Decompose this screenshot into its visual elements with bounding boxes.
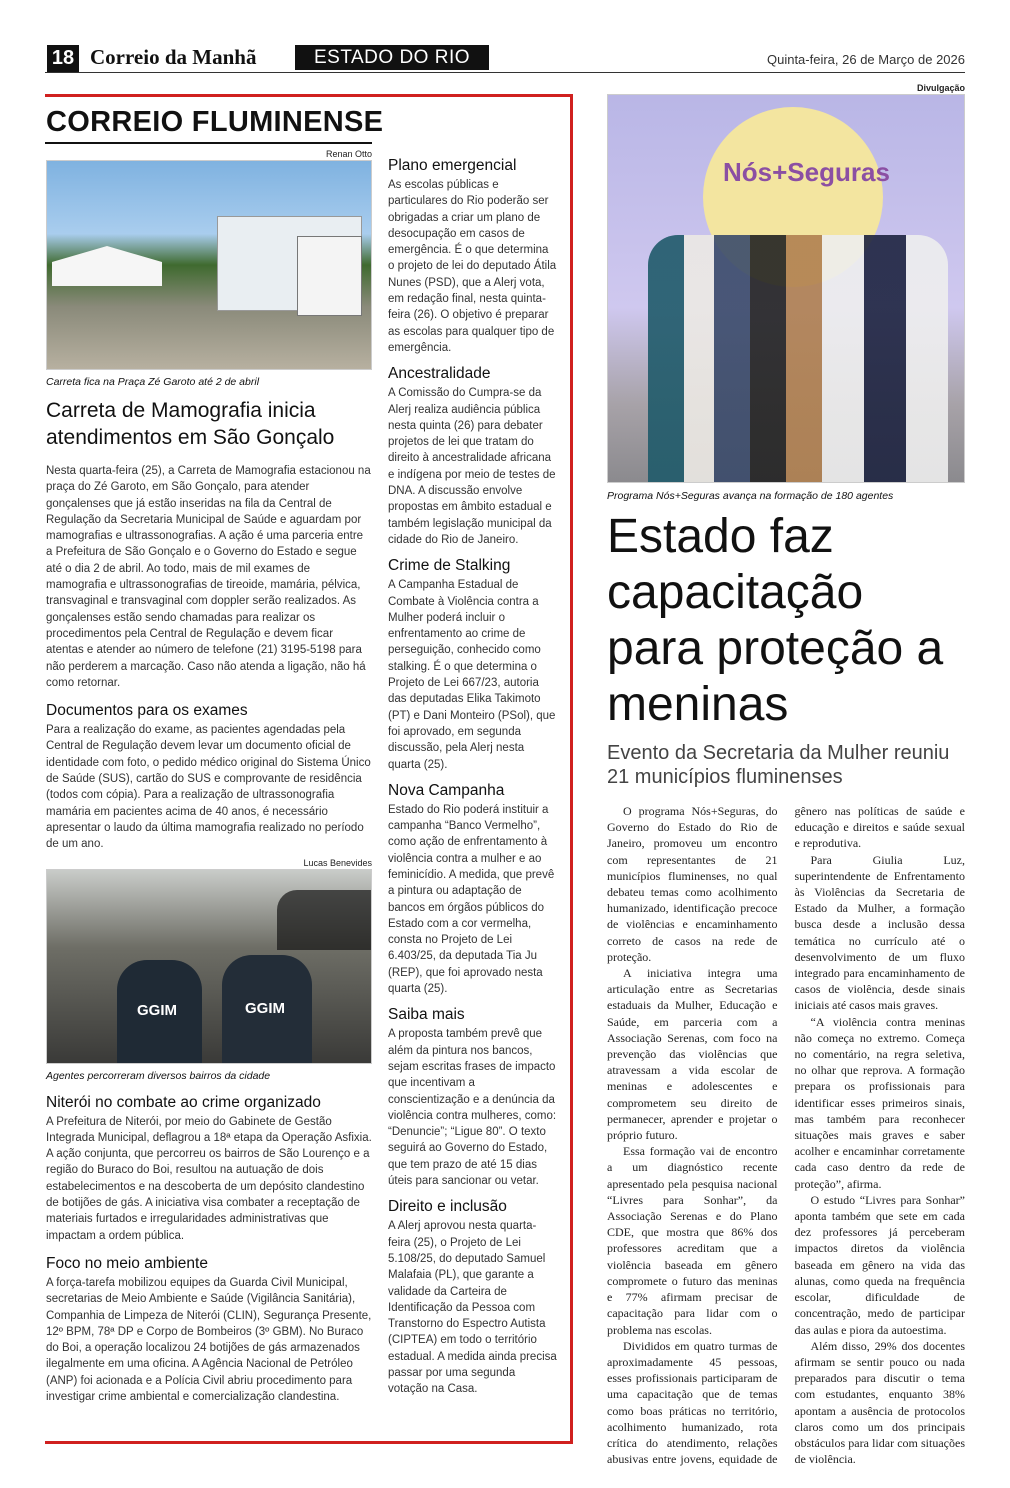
brief-title: Ancestralidade [388, 365, 491, 383]
mammography-truck-photo [46, 160, 372, 370]
brief-text: A Comissão do Cumpra-se da Alerj realiza audiência pública nesta quinta (26) para debater projetos de lei que tratam do direito à ancestralidade africana e indígena por meio de testes de DNA. A discussão envolve propostas em âmbito estadual e também legislação municipal da cidade do Rio de Janeiro. [388, 387, 556, 546]
red-frame-top [45, 94, 573, 97]
paragraph: O programa Nós+Seguras, do Governo do Estado do Rio de Janeiro, promoveu um encontro com representantes de 21 municípios fluminenses, no qual debateu temas como acolhimento humanizado, identificação precoce de violências e encaminhamento correto de casos na rede de proteção. [607, 804, 778, 964]
issue-date: Quinta-feira, 26 de Março de 2026 [766, 52, 965, 67]
article-body: Para a realização do exame, as pacientes agendadas pela Central de Regulação devem levar um documento oficial de identidade com foto, o pedido médico original do Sistema Único de Saúde (SUS), cartão do SUS e comprovante de residência (todos com cópia). Para a realização de ultrassonografia mamária em pacientes acima de 40 anos, é necessário apresentar o laudo da última mamografia realizado no período de um ano. [46, 724, 371, 851]
red-frame-right [570, 94, 573, 1444]
article-body: A força-tarefa mobilizou equipes da Guarda Civil Municipal, secretarias de Meio Ambiente e Saúde (Vigilância Sanitária), Companhia de Limpeza de Niterói (CLIN), Segurança Presente, 12º BPM, 78ª DP e Corpo de Bombeiros (3º GBM). No Buraco do Boi, a operação localizou 24 botijões de gás armazenados ilegalmente em uma oficina. A Agência Nacional de Petróleo (ANP) foi acionada e a Polícia Civil abriu procedimento para investigar crime ambiental e comercialização clandestina. [46, 1276, 372, 1403]
subheading: Niterói no combate ao crime organizado [46, 1093, 321, 1111]
page-number: 18 [47, 45, 79, 72]
paragraph: O estudo “Livres para Sonhar” aponta também que sete em cada dez professores já perceberam impactos diretos da violência baseada em gênero na vida das alunas, como queda na frequência escolar, dificuldade de concentração, medo de participar das aulas e piora da autoestima. [794, 1192, 965, 1337]
ggim-badge: GGIM [137, 1001, 177, 1019]
brief [388, 156, 558, 356]
article-body: Nesta quarta-feira (25), a Carreta de Mamografia estacionou na praça do Zé Garoto, em São Gonçalo, para atender gonçalenses que já estão inseridas na fila da Central de Regulação da Secretaria Municipal de Saúde e aguardam por mamografias e ultrassonografias. A ação é uma parceria entre a Prefeitura de São Gonçalo e o Governo do Estado e segue até o dia 2 de abril. Ao todo, mais de mil exames de mamografia e ultrassonografias de tireoide, mamária, pélvica, transvaginal e transvaginal com doppler serão realizados. As gonçalenses estão sendo chamadas para realizar os procedimentos pela Central de Regulação e devem ficar atentas e atender ao número de telefone (21) 3195-5198 para não perderem a marcação. Caso não atenda a ligação, não há como retornar. [46, 465, 371, 689]
section-label: ESTADO DO RIO [295, 45, 489, 70]
brief-title: Plano emergencial [388, 157, 517, 174]
nos-seguras-event-photo [607, 94, 965, 483]
brief-title: Nova Campanha [388, 781, 505, 799]
banner-logo: Nós+Seguras [723, 157, 890, 187]
brief-text: A Alerj aprovou nesta quarta-feira (25), o Projeto de Lei 5.108/25, do deputado Samuel Malafaia (PL), que garante a validade da Carteira de Identificação da Pessoa com Transtorno do Espectro Autista (CIPTEA) em todo o território estadual. A medida ainda precisa passar por uma segunda votação na Casa. [388, 1220, 557, 1396]
article-body [607, 803, 965, 1467]
brief [388, 1005, 558, 1189]
brief [388, 1197, 558, 1397]
photo-caption: Programa Nós+Seguras avança na formação de 180 agentes [607, 490, 894, 502]
article-headline: Estado faz capacitação para proteção a meninas [607, 510, 944, 731]
subheading: Foco no meio ambiente [46, 1254, 208, 1272]
article-body: A Prefeitura de Niterói, por meio do Gabinete de Gestão Integrada Municipal, deflagrou a 18ª etapa da Operação Asfixia. A ação conjunta, que percorreu os bairros de São Lourenço e a região do Buraco do Boi, resultou na autuação de dois estabelecimentos e na descoberta de um depósito clandestino de botijões de gás. A iniciativa visa combater a receptação de materiais furtados e irregularidades administrativas que impactam a ordem pública. [46, 1115, 372, 1242]
brief [388, 781, 558, 998]
photo-credit: Divulgação [916, 83, 965, 93]
photo-caption: Agentes percorreram diversos bairros da cidade [46, 1069, 271, 1082]
ggim-agents-photo [46, 869, 372, 1064]
brief-text: A proposta também prevê que além da pintura nos bancos, sejam escritas frases de impacto que incentivam a conscientização e a denúncia da violência contra mulheres, como: “Denuncie”; “Ligue 80”. O texto seguirá ao Governo do Estado, que tem prazo de até 15 dias úteis para sancionar ou vetar. [388, 1028, 557, 1188]
ggim-badge: GGIM [245, 999, 285, 1017]
column-title-underline [45, 142, 372, 144]
paragraph: “A violência contra meninas não começa no extremo. Começa no comentário, na regra seletiva, no olhar que reprova. A formação prepara os profissionais para identificar esses primeiros sinais, mas também para reconhecer situações mais graves e saber acolher e encaminhar corretamente cada caso dentro da rede de proteção”, afirma. [794, 1014, 965, 1191]
article-headline: Carreta de Mamografia inicia atendimentos em São Gonçalo [46, 399, 335, 449]
column-title: CORREIO FLUMINENSE [46, 106, 384, 138]
brief-title: Direito e inclusão [388, 1198, 507, 1216]
paragraph: Divididos em quatro turmas de aproximadamente 45 pessoas, esses profissionais participaram de uma capacitação que de temas como boas práticas no território, acolhimento humanizado, rota crítica do atendimento, relações abusivas entre jovens, equidade de gênero nas políticas de saúde e educação e direitos e saúde sexual e reprodutiva. [607, 804, 965, 1467]
brief-title: Crime de Stalking [388, 557, 511, 575]
news-briefs [388, 156, 558, 1398]
brief-text: As escolas públicas e particulares do Rio poderão ser obrigadas a criar um plano de desocupação em casos de emergência. É o que determina o projeto de lei do deputado Átila Nunes (PSD), que a Alerj vota, em redação final, nesta quinta-feira (26). O objetivo é preparar as escolas para qualquer tipo de emergência. [388, 179, 557, 354]
paragraph: A iniciativa integra uma articulação entre as Secretarias estaduais da Mulher, Educação e Saúde, em parceria com a Associação Serenas, com foco na prevenção das violências que atravessam a vida escolar de meninas e adolescentes e comprometem seu direito de permanecer, aprender e projetar o próprio futuro. [607, 966, 778, 1143]
brief-text: A Campanha Estadual de Combate à Violência contra a Mulher poderá incluir o enfrentamento ao crime de perseguição, conhecido como stalking. É o que determina o Projeto de Lei 667/23, autoria das deputadas Elika Takimoto (PT) e Dani Monteiro (PSol), que foi aprovado, em segunda discussão, pela Alerj nesta quarta (25). [388, 579, 556, 771]
left-column [46, 148, 372, 1405]
article-subtitle: Evento da Secretaria da Mulher reuniu 21 municípios fluminenses [607, 742, 950, 788]
brief [388, 364, 558, 548]
photo-credit: Lucas Benevides [303, 857, 372, 868]
brief [388, 556, 558, 773]
brief-text: Estado do Rio poderá instituir a campanha “Banco Vermelho”, como ação de enfrentamento à violência contra a mulher e ao feminicídio. A medida, que prevê a pintura ou adaptação de bancos em órgãos públicos do Estado com a cor vermelha, consta no Projeto de Lei 6.403/25, da deputada Tia Ju (REP), que foi aprovado nesta quarta (25). [388, 803, 555, 996]
photo-caption: Carreta fica na Praça Zé Garoto até 2 de abril [46, 376, 260, 388]
paragraph: Além disso, 29% dos docentes afirmam se sentir pouco ou nada preparados para discutir o tema com estudantes, enquanto 38% apontam a ausência de protocolos claros como um dos principais obstáculos para lidar com situações de violência. [794, 1338, 965, 1467]
paragraph: Para Giulia Luz, superintendente de Enfrentamento às Violências da Secretaria de Estado da Mulher, a formação busca desde a inclusão dessa temática no currículo até o desenvolvimento de um fluxo integrado para encaminhamento de casos de violência, desde sinais iniciais até casos mais graves. [794, 852, 965, 1013]
red-frame-bottom [45, 1441, 573, 1444]
newspaper-brand: Correio da Manhã [90, 45, 257, 69]
header-divider [45, 72, 965, 73]
photo-credit: Renan Otto [325, 149, 372, 159]
subheading: Documentos para os exames [46, 702, 248, 720]
paragraph: Essa formação vai de encontro a um diagnóstico recente apresentado pela pesquisa nacional “Livres para Sonhar”, da Associação Serenas e do Plano CDE, que mostra que 86% dos professores acreditam que a violência baseada em gênero compromete o futuro das meninas e 77% afirmam precisar de capacitação para lidar com o problema nas escolas. [607, 1144, 778, 1337]
feature-article [607, 82, 965, 1467]
brief-title: Saiba mais [388, 1006, 465, 1024]
